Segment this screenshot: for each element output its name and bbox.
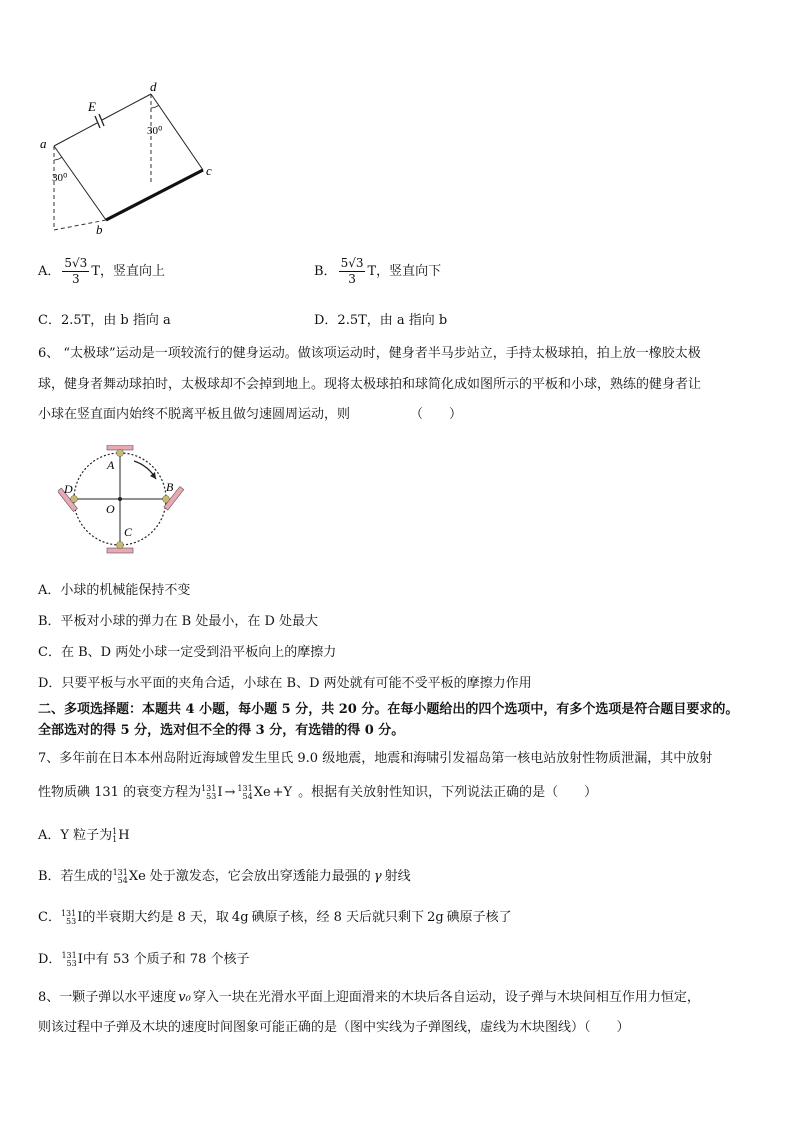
section2-heading-line1: 二、多项选择题：本题共 4 小题，每小题 5 分，共 20 分。在每小题给出的四个选项中，有多个选项是符合题目要求的。 bbox=[38, 702, 739, 717]
wire-e-to-d bbox=[102, 94, 151, 120]
rod-bc bbox=[106, 170, 203, 220]
q5-option-d[interactable]: D．2.5T，由 a 指向 b bbox=[314, 313, 448, 328]
ball-d bbox=[71, 496, 78, 503]
label-a: a bbox=[40, 136, 47, 151]
label-d: D bbox=[64, 482, 73, 496]
label-a: A bbox=[107, 458, 115, 472]
label-e: E bbox=[88, 99, 96, 114]
label-d: d bbox=[150, 79, 157, 94]
isotope-i: 131 53 bbox=[61, 950, 77, 968]
answer-paren: （ ） bbox=[410, 407, 463, 422]
ball-a bbox=[117, 450, 124, 457]
capacitor-plate-1 bbox=[95, 116, 100, 128]
q5-option-a[interactable]: A． $\frac{5√3}{3}$ T，竖直向上 bbox=[38, 256, 165, 286]
rotation-arrow-head bbox=[150, 472, 156, 479]
q7-stem-line2: 性物质碘 131 的衰变方程为 131 53 I → 131 54 Xe +Y 。根据有关放射性知识，下列说法正确的是（ ） bbox=[38, 783, 598, 801]
isotope-xe: 131 54 bbox=[237, 783, 253, 801]
q7-option-b[interactable]: B．若生成的 131 54 Xe 处于激发态，它会放出穿透能力最强的 γ 射线 bbox=[38, 867, 411, 885]
angle-label-a: 30⁰ bbox=[52, 172, 68, 184]
fraction: $\frac{5√3}{3}$ bbox=[64, 256, 88, 286]
q8-stem-line1: 8、一颗子弹以水平速度 v₀ 穿入一块在光滑水平面上迎面滑来的木块后各自运动，设子弹与木块间相互作用力恒定， bbox=[38, 990, 700, 1005]
capacitor-plate-2 bbox=[99, 114, 104, 126]
circuit-figure bbox=[30, 78, 230, 238]
isotope-h: 1 1 bbox=[112, 826, 118, 844]
q6-option-c[interactable]: C．在 B、D 两处小球一定受到沿平板向上的摩擦力 bbox=[38, 645, 337, 660]
q6-stem-line2: 球，健身者舞动球拍时，太极球却不会掉到地上。现将太极球拍和球简化成如图所示的平板和小球，熟练的健身者让 bbox=[38, 377, 702, 392]
q7-option-c[interactable]: C． 131 53 I的半衰期大约是 8 天，取 4g 碘原子核，经 8 天后就只剩下 2g 碘原子核了 bbox=[38, 908, 512, 926]
isotope-i: 131 53 bbox=[201, 783, 217, 801]
angle-arc-a bbox=[54, 157, 62, 160]
angle-label-d: 30⁰ bbox=[147, 125, 163, 137]
q6-stem-line1: 6、 “太极球”运动是一项较流行的健身运动。做该项运动时，健身者半马步站立，手持太极球拍，拍上放一橡胶太极 bbox=[38, 346, 701, 361]
label-c: C bbox=[124, 525, 133, 539]
q8-stem-line2: 则该过程中子弹及木块的速度时间图象可能正确的是（图中实线为子弹图线，虚线为木块图线）（ ） bbox=[38, 1020, 630, 1035]
isotope-i: 131 53 bbox=[60, 908, 77, 926]
isotope-xe: 131 54 bbox=[112, 867, 128, 885]
section2-heading-line2: 全部选对的得 5 分，选对但不全的得 3 分，有选错的得 0 分。 bbox=[38, 723, 405, 738]
q5-option-b[interactable]: B． $\frac{5√3}{3}$ T，竖直向下 bbox=[314, 256, 442, 286]
angle-arc-d bbox=[151, 105, 159, 108]
label-o: O bbox=[106, 502, 115, 516]
center-point bbox=[118, 497, 122, 501]
fraction: $\frac{5√3}{3}$ bbox=[340, 256, 364, 286]
wire-a-to-e bbox=[54, 123, 97, 146]
label-b: B bbox=[166, 480, 174, 494]
ball-b bbox=[163, 496, 170, 503]
q7-option-d[interactable]: D． 131 53 I中有 53 个质子和 78 个核子 bbox=[38, 950, 250, 968]
q6-option-d[interactable]: D．只要平板与水平面的夹角合适，小球在 B、D 两处就有可能不受平板的摩擦力作用 bbox=[38, 676, 532, 691]
q7-option-a[interactable]: A．Y 粒子为 1 1 H bbox=[38, 826, 130, 844]
q7-stem-line1: 7、多年前在日本本州岛附近海域曾发生里氏 9.0 级地震，地震和海啸引发福岛第一核电站放射性物质泄漏，其中放射 bbox=[38, 751, 713, 766]
q6-stem-line3: 小球在竖直面内始终不脱离平板且做匀速圆周运动，则 （ ） bbox=[38, 407, 463, 422]
label-b: b bbox=[96, 222, 103, 237]
q6-option-a[interactable]: A．小球的机械能保持不变 bbox=[38, 583, 191, 598]
q6-option-b[interactable]: B．平板对小球的弹力在 B 处最小，在 D 处最大 bbox=[38, 614, 319, 629]
ball-c bbox=[117, 542, 124, 549]
q5-option-c[interactable]: C．2.5T，由 b 指向 a bbox=[38, 313, 171, 328]
label-c: c bbox=[206, 163, 212, 178]
taiji-figure bbox=[58, 445, 188, 557]
